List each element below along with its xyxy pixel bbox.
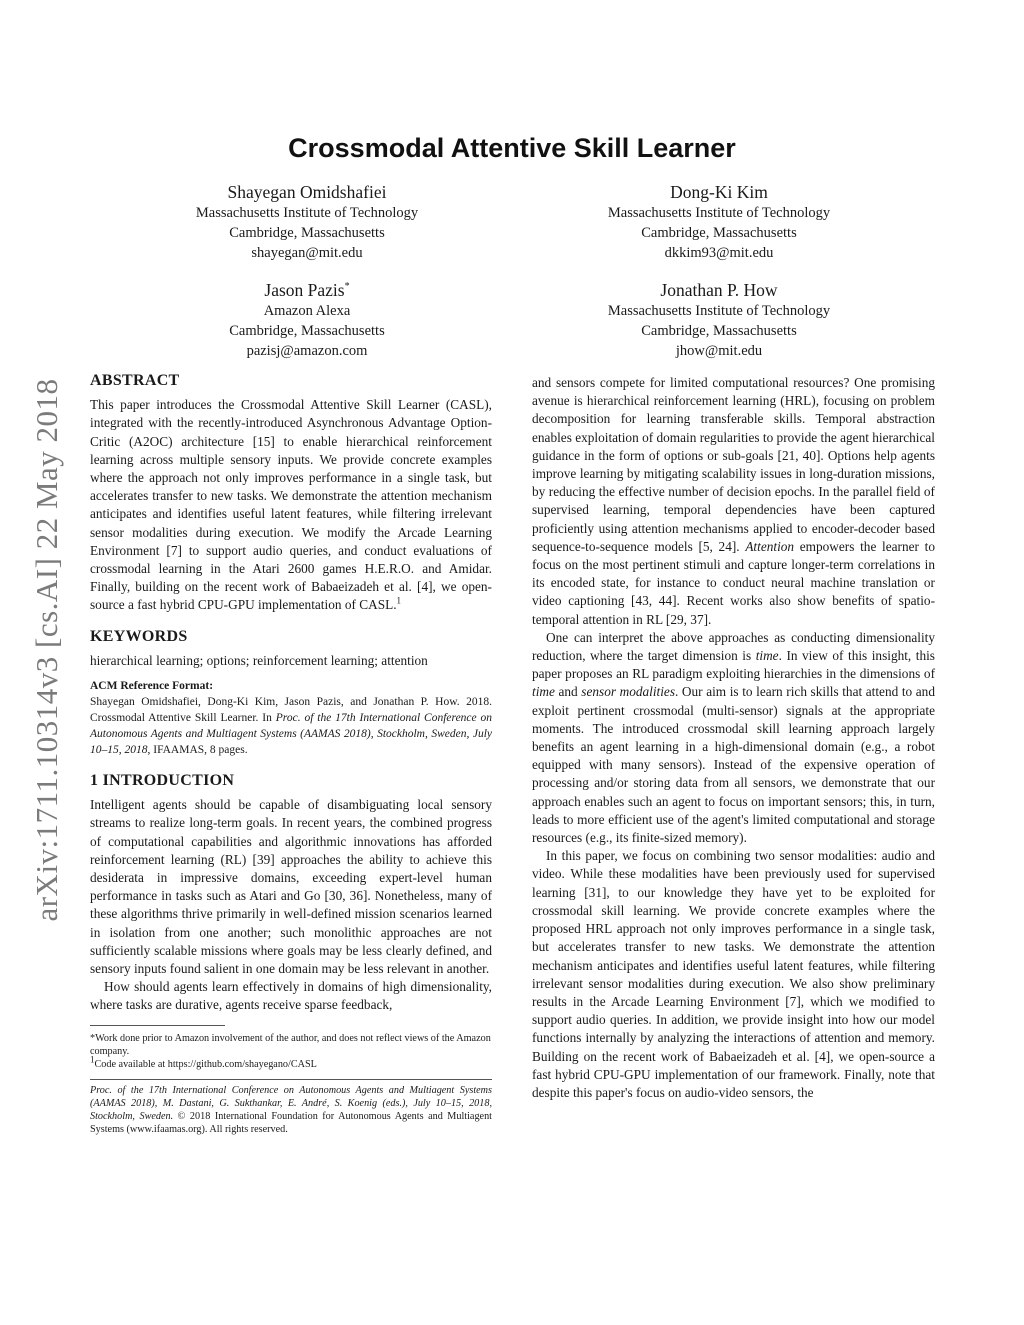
conference-divider xyxy=(90,1079,492,1080)
acm-citation-tail: , IFAAMAS, 8 pages. xyxy=(147,744,248,757)
emphasis-run: Attention xyxy=(745,538,795,554)
author-footnote-mark: * xyxy=(344,281,350,293)
author-name: Shayegan Omidshafiei xyxy=(227,182,387,202)
emphasis-run: time xyxy=(755,648,779,664)
text-run: . In view of this insight, this paper proposes an RL paradigm exploiting hierarchies in the dimensions of xyxy=(532,648,935,682)
right-column xyxy=(532,374,935,1102)
conference-copyright: © 2018 International Foundation for Autonomous Agents and Multiagent Systems (www.ifaamas.org). All rights reserved. xyxy=(90,1110,492,1135)
arxiv-identifier-stamp: arXiv:1711.10314v3 [cs.AI] 22 May 2018 xyxy=(29,378,64,922)
author-name: Jonathan P. How xyxy=(660,280,778,300)
author-email: pazisj@amazon.com xyxy=(246,343,368,359)
author-block-4 xyxy=(559,279,879,361)
abstract-body: This paper introduces the Crossmodal Attentive Skill Learner (CASL), integrated with the recently-introduced Asynchronous Advantage Option-Critic (A2OC) architecture [15] to enable hierarchical reinforcement learning across multiple sensory inputs. We provide concrete examples where the approach not only improves performance in a single task, but accelerates transfer to new tasks. We demonstrate the attention mechanism anticipates and identifies useful latent features, while filtering irrelevant sensor modalities during execution. We modify the Arcade Learning Environment [7] to support audio queries, and conduct evaluations of crossmodal learning in the Atari 2600 games H.E.R.O. and Amidar. Finally, building on the recent work of Babaeizadeh et al. [4], we open-source a fast hybrid CPU-GPU implementation of CASL. xyxy=(90,397,492,613)
acm-reference-citation xyxy=(90,694,492,758)
text-run: and sensors compete for limited computational resources? One promising avenue is hierarchical reinforcement learning (HRL), focusing on problem decomposition for learning transferable skills. Temporal abstraction enables exploitation of domain regularities to provide the agent hierarchical guidance in the form of options or sub-goals [21, 40]. Options help agents improve learning by mitigating scalability issues in long-duration missions, by reducing the effective number of decision epochs. In the parallel field of supervised learning, temporal dependencies have been captured proficiently using attention mechanisms applied to encoder-decoder based sequence-to-sequence models [5, 24]. xyxy=(532,375,935,554)
emphasis-run: sensor modalities xyxy=(581,684,676,700)
author-email: shayegan@mit.edu xyxy=(251,245,363,261)
author-affiliation: Massachusetts Institute of Technology xyxy=(607,303,831,319)
keywords-text: hierarchical learning; options; reinforcement learning; attention xyxy=(90,652,428,668)
text-run: . Our aim is to learn rich skills that attend to and exploit pertinent crossmodal (multi-sensor) signals at the appropriate moments. The introduced crossmodal skill learning approach largely benefits an agent learning in a high-dimensional domain (e.g., a robot equipped with many sensors). Instead of the expensive operation of processing and/or storing data from all sensors, we demonstrate that our approach enables such an agent to focus on important sensors; this, in turn, leads to more efficient use of the agent's limited computational and storage resources (e.g., its finite-sized memory). xyxy=(532,684,935,846)
right-paragraph-2 xyxy=(532,629,935,847)
author-name-line xyxy=(147,279,467,301)
author-name: Jason Pazis xyxy=(264,280,345,300)
acm-reference-label: ACM Reference Format: xyxy=(90,680,214,693)
footnote-divider xyxy=(90,1025,225,1026)
author-block-3 xyxy=(147,279,467,361)
author-block-2 xyxy=(559,181,879,263)
footnote-author: *Work done prior to Amazon involvement of the author, and does not reflect views of the Amazon company. xyxy=(90,1032,491,1057)
footnote-code xyxy=(90,1054,492,1071)
text-run: empowers the learner to focus on the most pertinent stimuli and capture longer-term correlations in its encoded state, for instance to conduct neural machine translation or video captioning [43, 44]. Recent works also show benefits of spatio-temporal attention in RL [29, 37]. xyxy=(532,538,935,627)
conference-note xyxy=(90,1084,492,1136)
author-affiliation: Massachusetts Institute of Technology xyxy=(195,205,419,221)
abstract-text xyxy=(90,396,492,614)
author-affiliation: Massachusetts Institute of Technology xyxy=(607,205,831,221)
introduction-heading: 1 INTRODUCTION xyxy=(90,772,235,790)
author-block-1 xyxy=(147,181,467,263)
emphasis-run: time xyxy=(532,684,555,700)
text-run: One can interpret the above approaches as conducting dimensionality reduction, where the target dimension is xyxy=(532,629,935,664)
abstract-footnote-mark: 1 xyxy=(396,596,402,607)
footnote-code-text: Code available at https://github.com/shayegano/CASL xyxy=(94,1058,317,1070)
left-column xyxy=(90,372,492,1136)
keywords-heading: KEYWORDS xyxy=(90,627,188,645)
right-paragraph-3: In this paper, we focus on combining two sensor modalities: audio and video. While these modalities have been previously used for supervised learning [31], to our knowledge they have yet to be exploited for crossmodal skill learning. We provide concrete examples where the proposed HRL approach not only improves performance in a single task, but accelerates transfer to new tasks. We demonstrate the attention mechanism anticipates and identifies useful latent features, while filtering irrelevant sensor modalities during execution. We also show preliminary results in the Arcade Learning Environment [7], which we modified to support audio queries. In addition, we provide insight into how our model functions internally by analyzing the interactions of attention and memory. Building on the recent work of Babaeizadeh et al. [4], we open-source a fast hybrid CPU-GPU implementation of our framework. Finally, note that despite this paper's focus on audio-video sensors, the xyxy=(532,848,935,1100)
introduction-paragraph-1: Intelligent agents should be capable of disambiguating local sensory streams to realize long-term goals. In recent years, the combined progress of computational capabilities and algorithmic innovations has afforded reinforcement learning (RL) [39] approaches the ability to achieve this desiderata in impressive domains, exceeding expert-level human performance in tasks such as Atari and Go [30, 36]. Nonetheless, many of these algorithms thrive primarily in well-defined mission scenarios learned in isolation from one another; such monolithic approaches are not sufficiently scalable missions where goals may be less clearly defined, and sensory inputs found salient in one domain may be less relevant in another. xyxy=(90,797,492,977)
author-location: Cambridge, Massachusetts xyxy=(229,323,385,339)
author-location: Cambridge, Massachusetts xyxy=(641,225,797,241)
acm-citation-authors: Shayegan Omidshafiei, Dong-Ki Kim, Jason Pazis, and Jonathan P. How. 2018. Crossmodal Attentive Skill Learner. In xyxy=(90,696,492,725)
introduction-paragraph-2: How should agents learn effectively in domains of high dimensionality, where tasks are durative, agents receive sparse feedback, xyxy=(90,979,492,1013)
paper-title: Crossmodal Attentive Skill Learner xyxy=(288,133,736,163)
footnote-mark: 1 xyxy=(90,1054,95,1065)
author-location: Cambridge, Massachusetts xyxy=(641,323,797,339)
author-location: Cambridge, Massachusetts xyxy=(229,225,385,241)
acm-citation-venue: Proc. of the 17th International Conference on Autonomous Agents and Multiagent Systems (AAMAS 2018), Stockholm, Sweden, July 10–15, 2018 xyxy=(90,712,493,757)
author-email: jhow@mit.edu xyxy=(675,343,763,359)
text-run: and xyxy=(554,684,582,700)
author-affiliation: Amazon Alexa xyxy=(263,303,351,319)
right-paragraph-1 xyxy=(532,374,935,629)
author-email: dkkim93@mit.edu xyxy=(664,245,774,261)
abstract-heading: ABSTRACT xyxy=(90,372,180,389)
conference-note-venue: Proc. of the 17th International Conference on Autonomous Agents and Multiagent Systems (AAMAS 2018), M. Dastani, G. Sukthankar, E. André, S. Koenig (eds.), July 10–15, 2018, Stockholm, Sweden. xyxy=(90,1084,492,1122)
author-name: Dong-Ki Kim xyxy=(670,182,768,202)
